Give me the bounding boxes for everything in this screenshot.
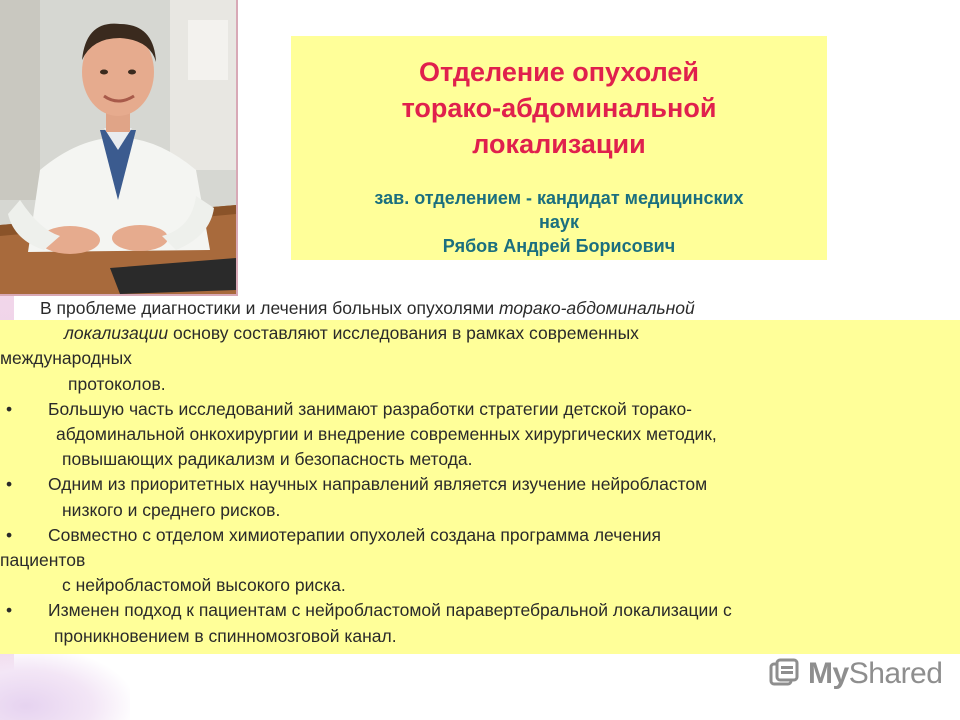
bullet-continuation: повышающих радикализм и безопасность метода.	[62, 449, 473, 470]
doctor-photo	[0, 0, 238, 296]
intro-line: локализации основу составляют исследования в рамках современных	[64, 323, 639, 344]
title-line: локализации	[472, 129, 646, 159]
body-text	[0, 296, 955, 649]
intro-line: протоколов.	[68, 373, 166, 394]
bullet-icon: •	[6, 524, 13, 545]
bullet-item: • Одним из приоритетных научных направлений является изучение нейробластом	[0, 472, 955, 497]
page-title	[291, 54, 827, 162]
bullet-continuation: низкого и среднего рисков.	[62, 499, 281, 520]
department-head-info	[291, 186, 827, 258]
bullet-icon: •	[6, 600, 13, 621]
myshared-watermark[interactable]	[768, 654, 942, 694]
bullet-continuation: проникновением в спинномозговой канал.	[54, 625, 397, 646]
intro-line: В проблеме диагностики и лечения больных опухолями торако-абдоминальной	[40, 298, 695, 318]
head-line: зав. отделением - кандидат медицинских	[374, 188, 744, 208]
head-name: Рябов Андрей Борисович	[442, 236, 676, 256]
bullet-continuation: с нейробластомой высокого риска.	[62, 575, 346, 596]
bullet-continuation: абдоминальной онкохирургии и внедрение современных хирургических методик,	[56, 424, 717, 445]
head-line: наук	[539, 212, 579, 232]
decorative-splash	[0, 650, 130, 720]
intro-line: международных	[0, 348, 132, 369]
bullet-item: • Совместно с отделом химиотерапии опухолей создана программа лечения	[0, 523, 955, 548]
bullet-icon: •	[6, 398, 13, 419]
title-line: Отделение опухолей	[419, 57, 699, 87]
myshared-logo-icon	[768, 658, 800, 690]
title-box	[291, 36, 827, 260]
bullet-item: • Изменен подход к пациентам с нейробластомой паравертебральной локализации с	[0, 598, 955, 623]
bullet-icon: •	[6, 474, 13, 495]
doctor-portrait-icon	[0, 0, 236, 294]
watermark-text: MyShared	[808, 657, 943, 690]
bullet-continuation: пациентов	[0, 550, 86, 571]
bullet-item: • Большую часть исследований занимают разработки стратегии детской торако-	[0, 397, 955, 422]
title-line: торако-абдоминальной	[401, 93, 717, 123]
